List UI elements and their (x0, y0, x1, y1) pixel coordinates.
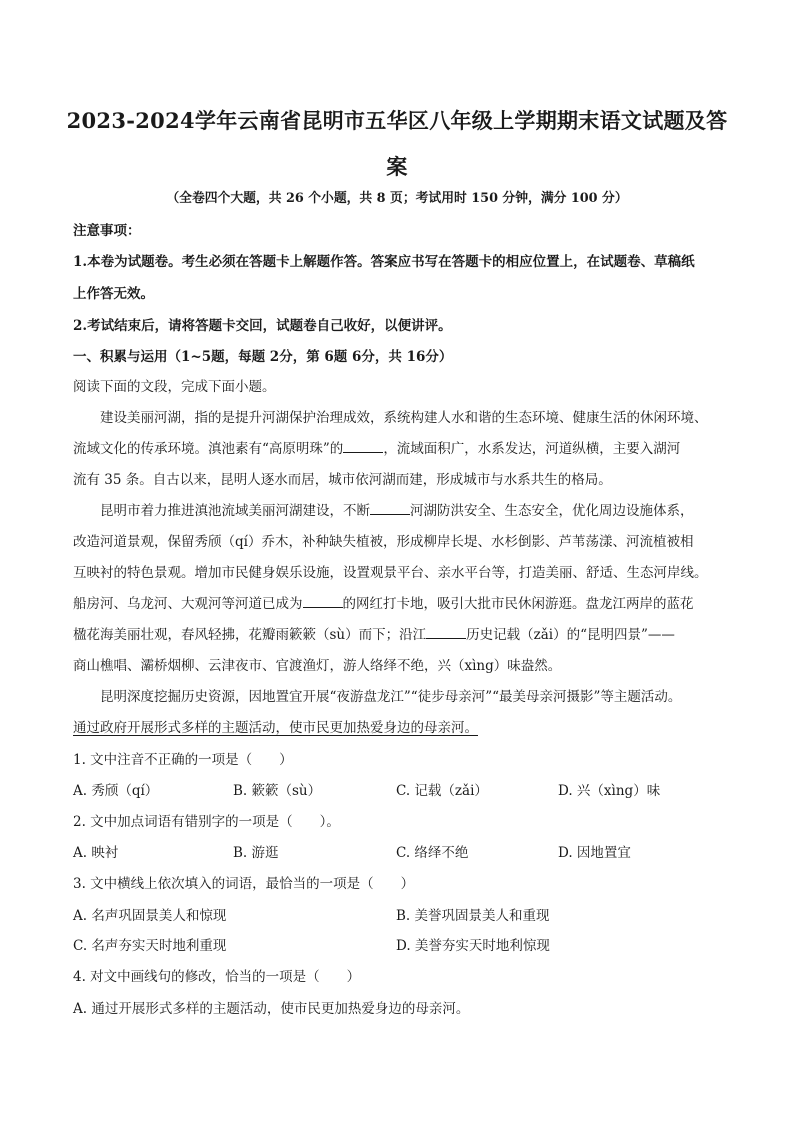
q1-option-a: A. 秀颀（qí） (73, 783, 159, 799)
question-1-stem: 1. 文中注音不正确的一项是（ ） (73, 752, 293, 768)
q1-option-b: B. 簌簌（sù） (233, 783, 322, 799)
passage-p1-line2: 流域文化的传承环境。滇池素有“高原明珠”的 ，流域面积广，水系发达，河道纵横，主要入湖河 (73, 441, 681, 457)
title-line-2: 案 (386, 154, 408, 179)
passage-p1-line1: 建设美丽河湖，指的是提升河湖保护治理成效，系统构建人水和谐的生态环境、健康生活的休闲环境、 (100, 410, 708, 426)
underlined-sentence: 通过政府开展形式多样的主题活动，使市民更加热爱身边的母亲河。 (73, 720, 478, 736)
question-2-stem: 2. 文中加点词语有错别字的一项是（ ）。 (73, 814, 340, 830)
passage-p2-line1: 昆明市着力推进滇池流域美丽河湖建设，不断 河湖防洪安全、生态安全，优化周边设施体系， (100, 503, 694, 519)
section-heading: 一、积累与运用（1~5题，每题 2分，第 6题 6分，共 16分） (73, 349, 453, 365)
blank-4 (426, 626, 466, 639)
passage-p2-line6: 商山樵唱、灞桥烟柳、云津夜市、官渡渔灯，游人络绎不绝，兴（xìng）味盎然。 (73, 658, 562, 674)
q4-option-a: A. 通过开展形式多样的主题活动，使市民更加热爱身边的母亲河。 (73, 1001, 470, 1017)
title-line-1: 2023-2024学年云南省昆明市五华区八年级上学期期末语文试题及答 (66, 108, 728, 133)
q3-option-d: D. 美誉夯实天时地利惊现 (396, 938, 550, 954)
exam-info: （全卷四个大题，共 26 个小题，共 8 页；考试用时 150 分钟，满分 100 分） (166, 191, 628, 206)
blank-1 (343, 440, 383, 453)
question-3-stem: 3. 文中横线上依次填入的词语，最恰当的一项是（ ） (73, 876, 415, 892)
notice-heading: 注意事项： (73, 223, 141, 239)
q3-option-c: C. 名声夯实天时地利重现 (73, 938, 227, 954)
section-instruction: 阅读下面的文段，完成下面小题。 (73, 379, 276, 395)
q2-option-c: C. 络绎不绝 (396, 845, 469, 861)
q1-option-d: D. 兴（xìng）味 (558, 783, 661, 799)
page-title (60, 98, 734, 190)
notice-item-1a: 1.本卷为试题卷。考生必须在答题卡上解题作答。答案应书写在答题卡的相应位置上，在试题卷、草稿纸 (73, 254, 695, 270)
passage-p3-line1: 昆明深度挖掘历史资源，因地置宜开展“夜游盘龙江”“徒步母亲河”“最美母亲河摄影”等主题活动。 (100, 689, 682, 705)
passage-p2-line2: 改造河道景观，保留秀颀（qí）乔木，补种缺失植被，形成柳岸长堤、水杉倒影、芦苇荡漾、河流植被相 (73, 534, 694, 550)
q2-option-b: B. 游逛 (233, 845, 279, 861)
q2-option-a: A. 映衬 (73, 845, 119, 861)
notice-item-1b: 上作答无效。 (73, 286, 154, 302)
passage-p1-line3: 流有 35 条。自古以来，昆明人逐水而居，城市依河湖而建，形成城市与水系共生的格局。 (73, 472, 612, 488)
q2-option-d: D. 因地置宜 (558, 845, 631, 861)
blank-3 (303, 595, 343, 608)
q1-option-c: C. 记载（zǎi） (396, 783, 488, 799)
q3-option-b: B. 美誉巩固景美人和重现 (396, 908, 550, 924)
passage-p2-line4: 船房河、乌龙河、大观河等河道已成为 的网红打卡地，吸引大批市民休闲游逛。盘龙江两岸的蓝花 (73, 596, 694, 612)
passage-p2-line3: 互映衬的特色景观。增加市民健身娱乐设施，设置观景平台、亲水平台等，打造美丽、舒适、生态河岸线。 (73, 565, 708, 581)
blank-2 (370, 502, 410, 515)
notice-item-2: 2.考试结束后，请将答题卡交回，试题卷自己收好，以便讲评。 (73, 318, 452, 334)
question-4-stem: 4. 对文中画线句的修改，恰当的一项是（ ） (73, 969, 361, 985)
q3-option-a: A. 名声巩固景美人和惊现 (73, 908, 227, 924)
passage-p2-line5: 楹花海美丽壮观，春风轻拂，花瓣雨簌簌（sù）而下；沿江 历史记载（zǎi）的“昆明四景”—— (73, 627, 675, 643)
